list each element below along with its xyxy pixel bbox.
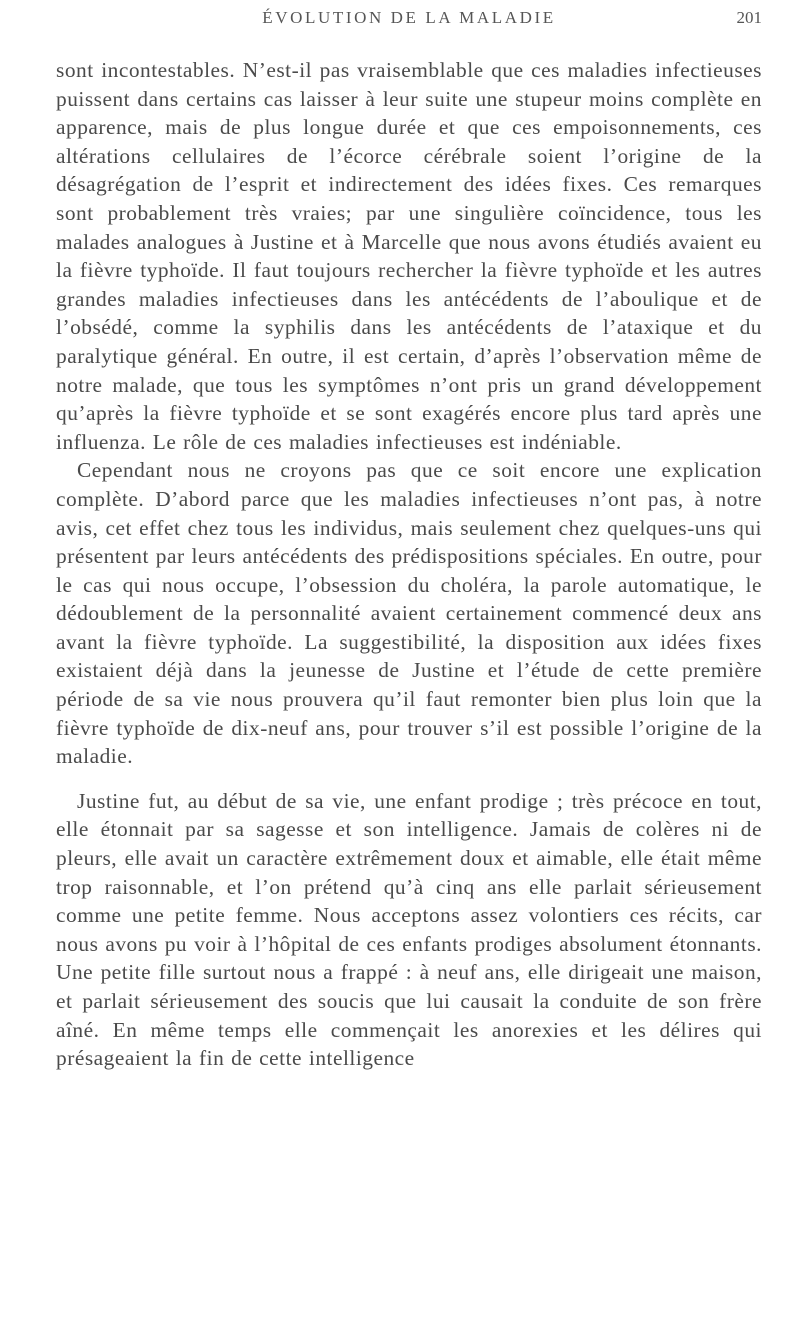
paragraph-1: sont incontestables. N’est-il pas vraisemblable que ces maladies infectieuses puissent dans certains cas laisser à leur suite une stupeur moins complète en apparence, mais de plus longue durée et que ces empoisonnements, ces altérations cellulaires de l’écorce cérébrale soient l’origine de la désagrégation de l’esprit et indirectement des idées fixes. Ces remarques sont probablement très vraies; par une singulière coïncidence, tous les malades analogues à Justine et à Marcelle que nous avons étudiés avaient eu la fièvre typhoïde. Il faut toujours rechercher la fièvre typhoïde et les autres grandes maladies infectieuses dans les antécédents de l’aboulique et de l’obsédé, comme la syphilis dans les antécédents de l’ataxique et du paralytique général. En outre, il est certain, d’après l’observation même de notre malade, que tous les symptômes n’ont pris un grand développement qu’après la fièvre typhoïde et se sont exagérés encore plus tard après une influenza. Le rôle de ces maladies infectieuses est indéniable.	[56, 58, 762, 454]
paragraph-2: Cependant nous ne croyons pas que ce soit encore une explication complète. D’abord parce que les maladies infectieuses n’ont pas, à notre avis, cet effet chez tous les individus, mais seulement chez quelques-uns qui présentent par leurs antécédents des prédispositions spéciales. En outre, pour le cas qui nous occupe, l’obsession du choléra, la parole automatique, le dédoublement de la personnalité avaient certainement commencé deux ans avant la fièvre typhoïde. La suggestibilité, la disposition aux idées fixes existaient déjà dans la jeunesse de Justine et l’étude de cette première période de sa vie nous prouvera qu’il faut remonter bien plus loin que la fièvre typhoïde de dix-neuf ans, pour trouver s’il est possible l’origine de la maladie.	[56, 458, 762, 769]
body-text	[56, 56, 762, 1073]
running-head: ÉVOLUTION DE LA MALADIE	[262, 8, 556, 27]
page-number: 201	[736, 8, 762, 27]
paragraph-3: Justine fut, au début de sa vie, une enfant prodige ; très précoce en tout, elle étonnait par sa sagesse et son intelligence. Jamais de colères ni de pleurs, elle avait un caractère extrêmement doux et aimable, elle était même trop raisonnable, et l’on prétend qu’à cinq ans elle parlait sérieusement comme une petite femme. Nous acceptons assez volontiers ces récits, car nous avons pu voir à l’hôpital de ces enfants prodiges absolument étonnants. Une petite fille surtout nous a frappé : à neuf ans, elle dirigeait une maison, et parlait sérieusement des soucis que lui causait la conduite de son frère aîné. En même temps elle commençait les anorexies et les délires qui présageaient la fin de cette intelligence	[56, 788, 762, 1071]
page-header	[56, 8, 762, 40]
